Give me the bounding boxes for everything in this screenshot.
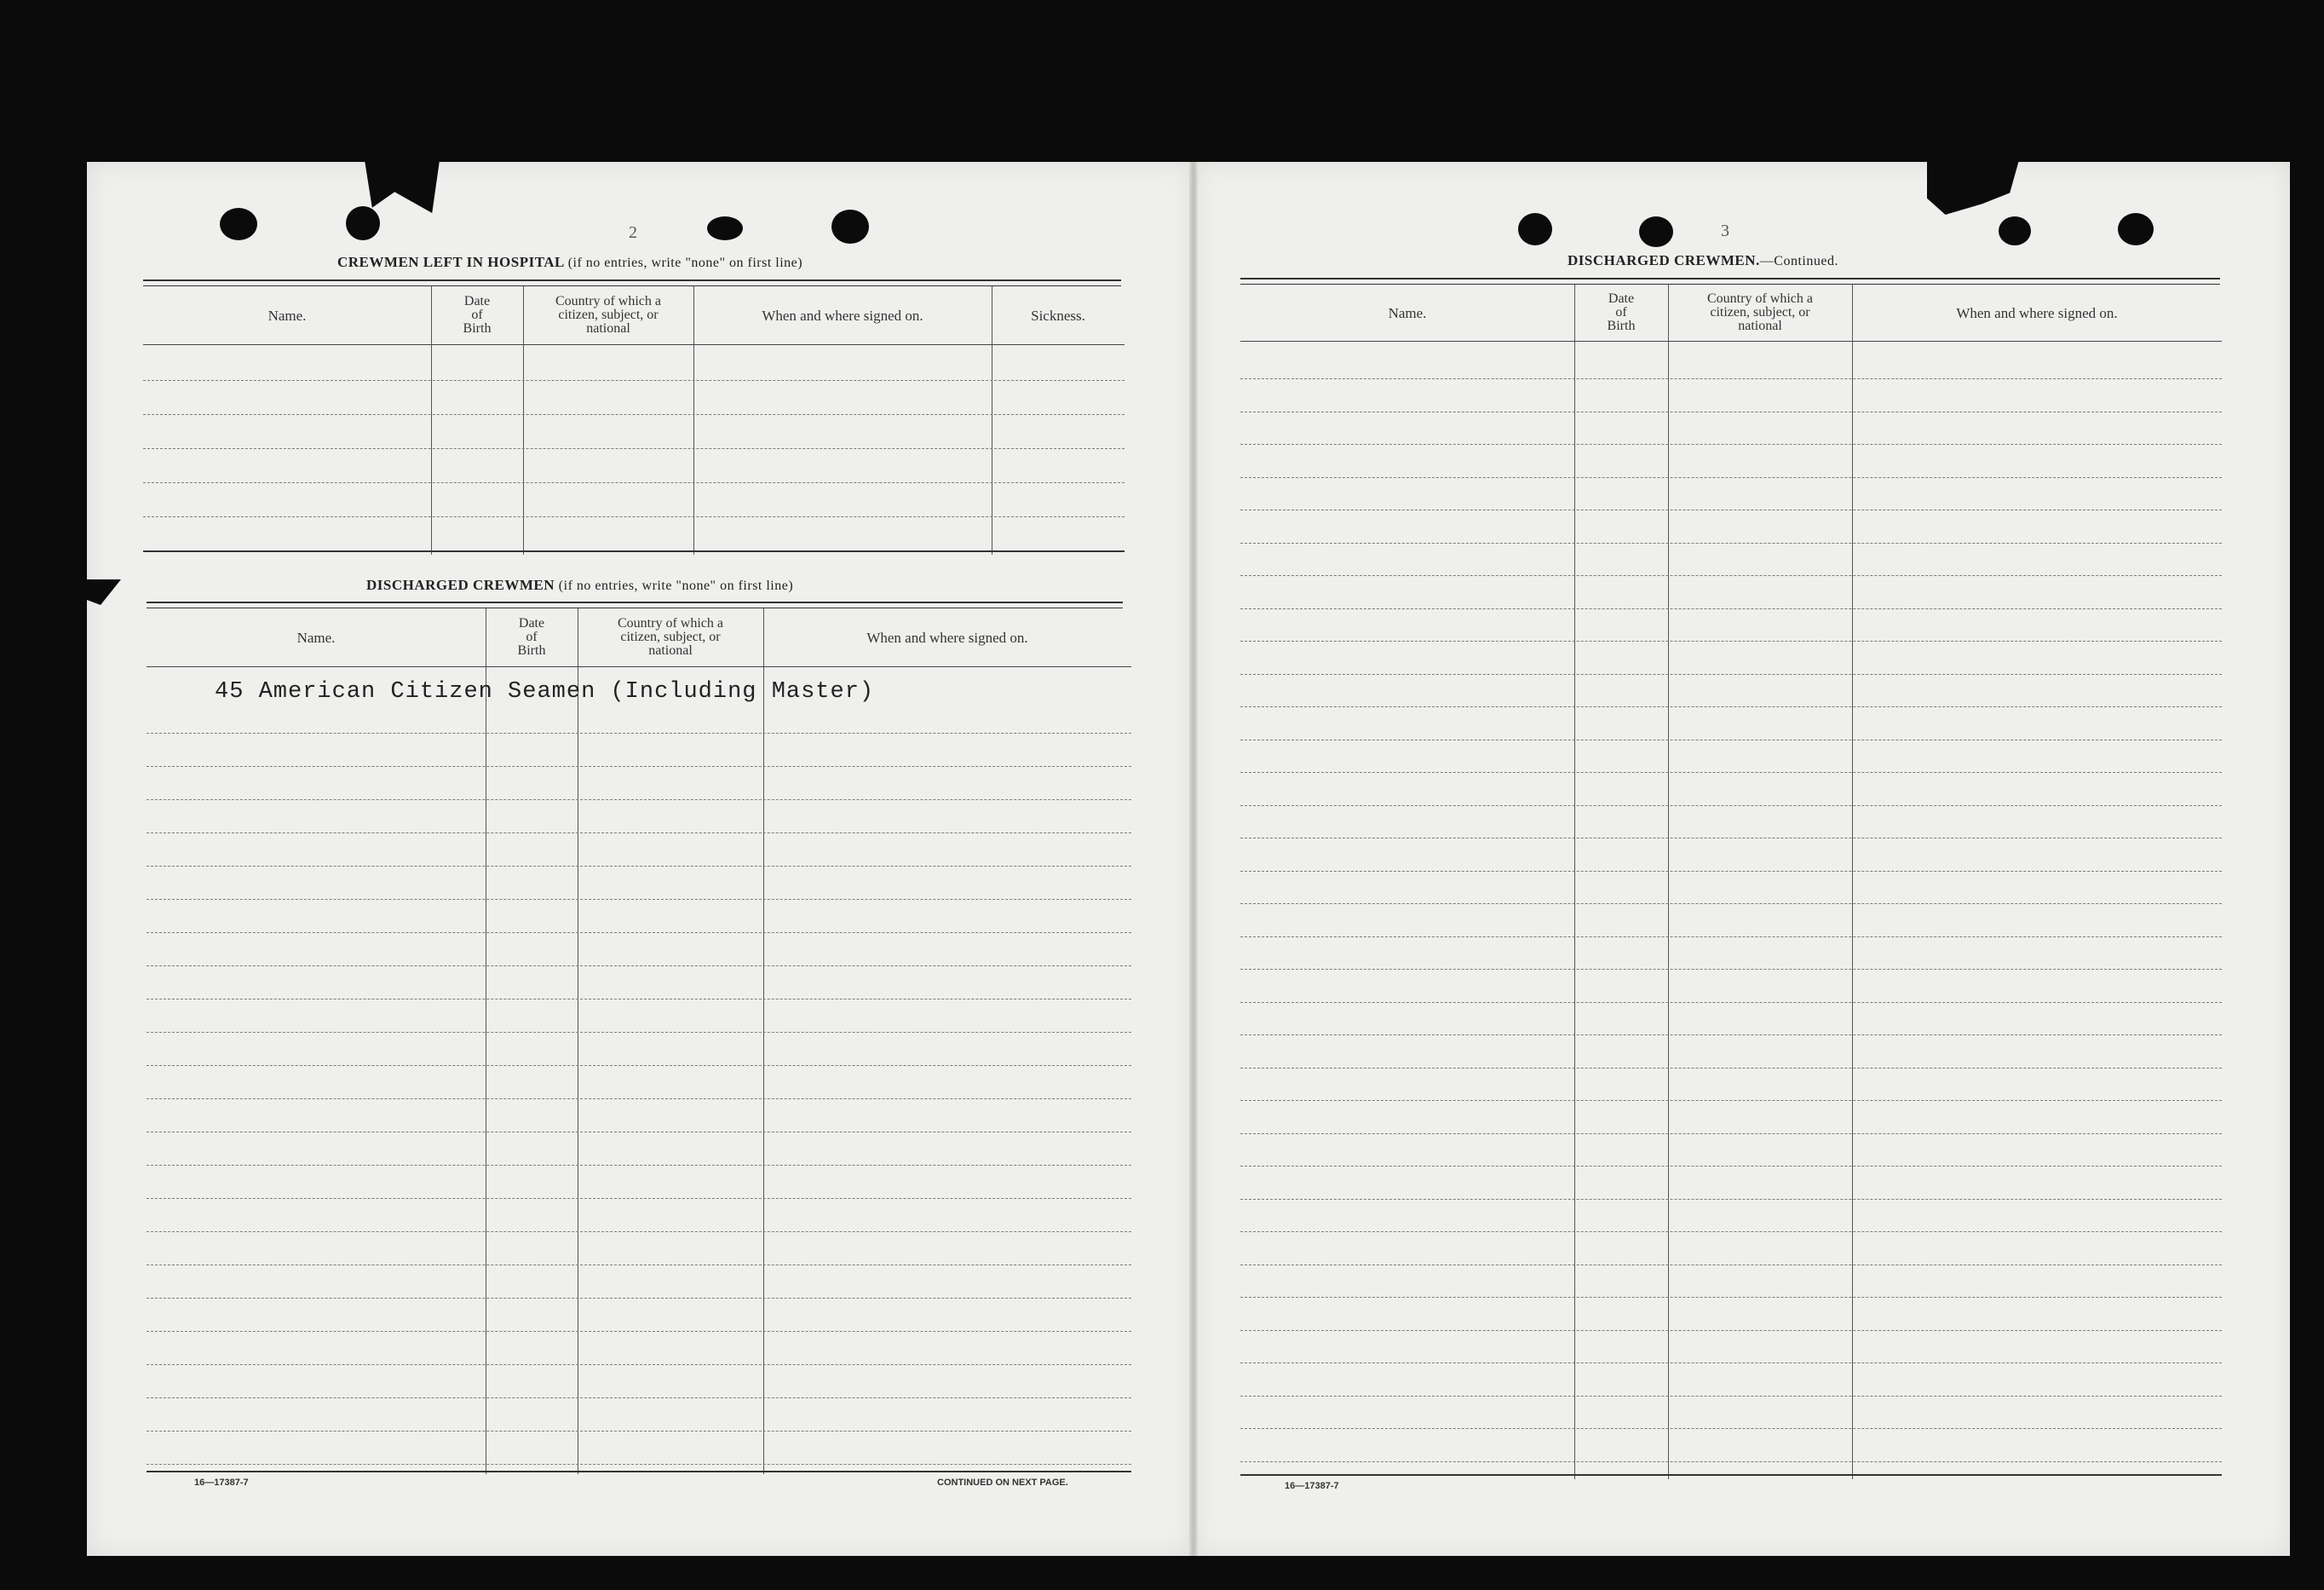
- table-row: [1240, 477, 2222, 478]
- page-number: 3: [1721, 222, 1729, 240]
- table-row: [147, 1198, 1131, 1199]
- table-row: [1240, 1166, 2222, 1167]
- table-row: [1240, 1461, 2222, 1462]
- table-bottom-rule: [1240, 1474, 2222, 1476]
- right-title-text: DISCHARGED CREWMEN.: [1568, 252, 1760, 268]
- column-divider: [1574, 285, 1575, 1479]
- hospital-table: [143, 286, 1125, 555]
- table-row: [147, 1098, 1131, 1099]
- table-row: [147, 1065, 1131, 1066]
- table-row: [147, 1298, 1131, 1299]
- hospital-top-rule: [143, 279, 1121, 286]
- table-row: [147, 866, 1131, 867]
- header-rule: [1240, 341, 2222, 342]
- table-row: [1240, 969, 2222, 970]
- table-row: [1240, 1002, 2222, 1003]
- discharged-title-text: DISCHARGED CREWMEN: [366, 577, 555, 593]
- table-row: [1240, 641, 2222, 642]
- table-row: [1240, 805, 2222, 806]
- right-section-title: [1568, 252, 1838, 269]
- table-row: [1240, 1100, 2222, 1101]
- page-fold: [1189, 162, 1198, 1556]
- col-header-sickness: Sickness.: [1031, 307, 1085, 324]
- table-row: [1240, 1199, 2222, 1200]
- table-row: [1240, 1133, 2222, 1134]
- table-row: [147, 1331, 1131, 1332]
- table-row: [1240, 378, 2222, 379]
- table-row: [147, 1032, 1131, 1033]
- typed-entry: 45 American Citizen Seamen (Including Master): [215, 679, 875, 705]
- table-row: [147, 1464, 1131, 1465]
- table-row: [147, 1364, 1131, 1365]
- table-row: [1240, 1396, 2222, 1397]
- col-header-dob: Date of Birth: [1607, 291, 1636, 333]
- table-row: [1240, 444, 2222, 445]
- table-row: [1240, 608, 2222, 609]
- col-header-country: Country of which a citizen, subject, or national: [555, 294, 661, 336]
- table-row: [147, 965, 1131, 966]
- discharged-continued-table: [1240, 285, 2222, 1479]
- col-header-name: Name.: [267, 307, 307, 324]
- table-row: [1240, 1068, 2222, 1069]
- continued-note: CONTINUED ON NEXT PAGE.: [937, 1478, 1068, 1488]
- form-number: 16—17387-7: [194, 1478, 249, 1488]
- punch-hole: [1999, 216, 2031, 245]
- table-row: [1240, 674, 2222, 675]
- table-row: [147, 1231, 1131, 1232]
- page-number: 2: [629, 223, 637, 242]
- table-row: [147, 1165, 1131, 1166]
- punch-hole: [1639, 216, 1673, 247]
- table-row: [1240, 1297, 2222, 1298]
- header-rule: [147, 666, 1131, 667]
- table-row: [147, 1397, 1131, 1398]
- table-row: [1240, 543, 2222, 544]
- table-row: [1240, 575, 2222, 576]
- punch-hole: [831, 210, 869, 244]
- table-row: [147, 799, 1131, 800]
- table-row: [1240, 1231, 2222, 1232]
- table-row: [1240, 936, 2222, 937]
- table-row: [1240, 1034, 2222, 1035]
- table-row: [147, 766, 1131, 767]
- hospital-title-note: (if no entries, write "none" on first line): [567, 256, 803, 270]
- table-row: [143, 380, 1125, 381]
- col-header-country: Country of which a citizen, subject, or national: [618, 616, 723, 658]
- punch-hole: [1518, 213, 1552, 245]
- col-header-signed: When and where signed on.: [762, 307, 923, 324]
- right-top-rule: [1240, 278, 2220, 285]
- col-header-signed: When and where signed on.: [866, 629, 1028, 646]
- punch-hole: [2118, 213, 2154, 245]
- table-row: [143, 482, 1125, 483]
- table-row: [1240, 903, 2222, 904]
- table-row: [143, 414, 1125, 415]
- table-row: [147, 932, 1131, 933]
- table-row: [147, 1431, 1131, 1432]
- table-row: [147, 999, 1131, 1000]
- column-divider: [1668, 285, 1669, 1479]
- column-divider: [1852, 285, 1853, 1479]
- header-rule: [143, 344, 1125, 345]
- table-row: [147, 733, 1131, 734]
- table-bottom-rule: [147, 1471, 1131, 1472]
- punch-hole: [707, 216, 743, 240]
- table-row: [143, 448, 1125, 449]
- table-row: [1240, 706, 2222, 707]
- col-header-signed: When and where signed on.: [1956, 304, 2118, 321]
- column-divider: [763, 608, 764, 1474]
- col-header-dob: Date of Birth: [463, 294, 492, 336]
- discharged-title-note: (if no entries, write "none" on first line): [558, 579, 794, 593]
- col-header-name: Name.: [1388, 304, 1427, 321]
- table-bottom-rule: [143, 550, 1125, 552]
- discharged-section-title: [366, 577, 793, 594]
- discharged-top-rule: [147, 602, 1123, 608]
- table-row: [143, 516, 1125, 517]
- table-row: [147, 832, 1131, 833]
- discharged-table: [147, 608, 1131, 1474]
- punch-hole: [346, 206, 380, 240]
- hospital-section-title: [337, 254, 802, 271]
- table-row: [1240, 1362, 2222, 1363]
- punch-hole: [220, 208, 257, 240]
- right-title-suffix: —Continued.: [1759, 254, 1838, 268]
- table-row: [1240, 871, 2222, 872]
- table-row: [1240, 772, 2222, 773]
- table-row: [1240, 1428, 2222, 1429]
- col-header-dob: Date of Birth: [517, 616, 546, 658]
- table-row: [1240, 1330, 2222, 1331]
- hospital-title-text: CREWMEN LEFT IN HOSPITAL: [337, 254, 564, 270]
- table-row: [147, 899, 1131, 900]
- col-header-country: Country of which a citizen, subject, or national: [1707, 291, 1813, 333]
- form-number: 16—17387-7: [1285, 1481, 1339, 1491]
- col-header-name: Name.: [296, 629, 336, 646]
